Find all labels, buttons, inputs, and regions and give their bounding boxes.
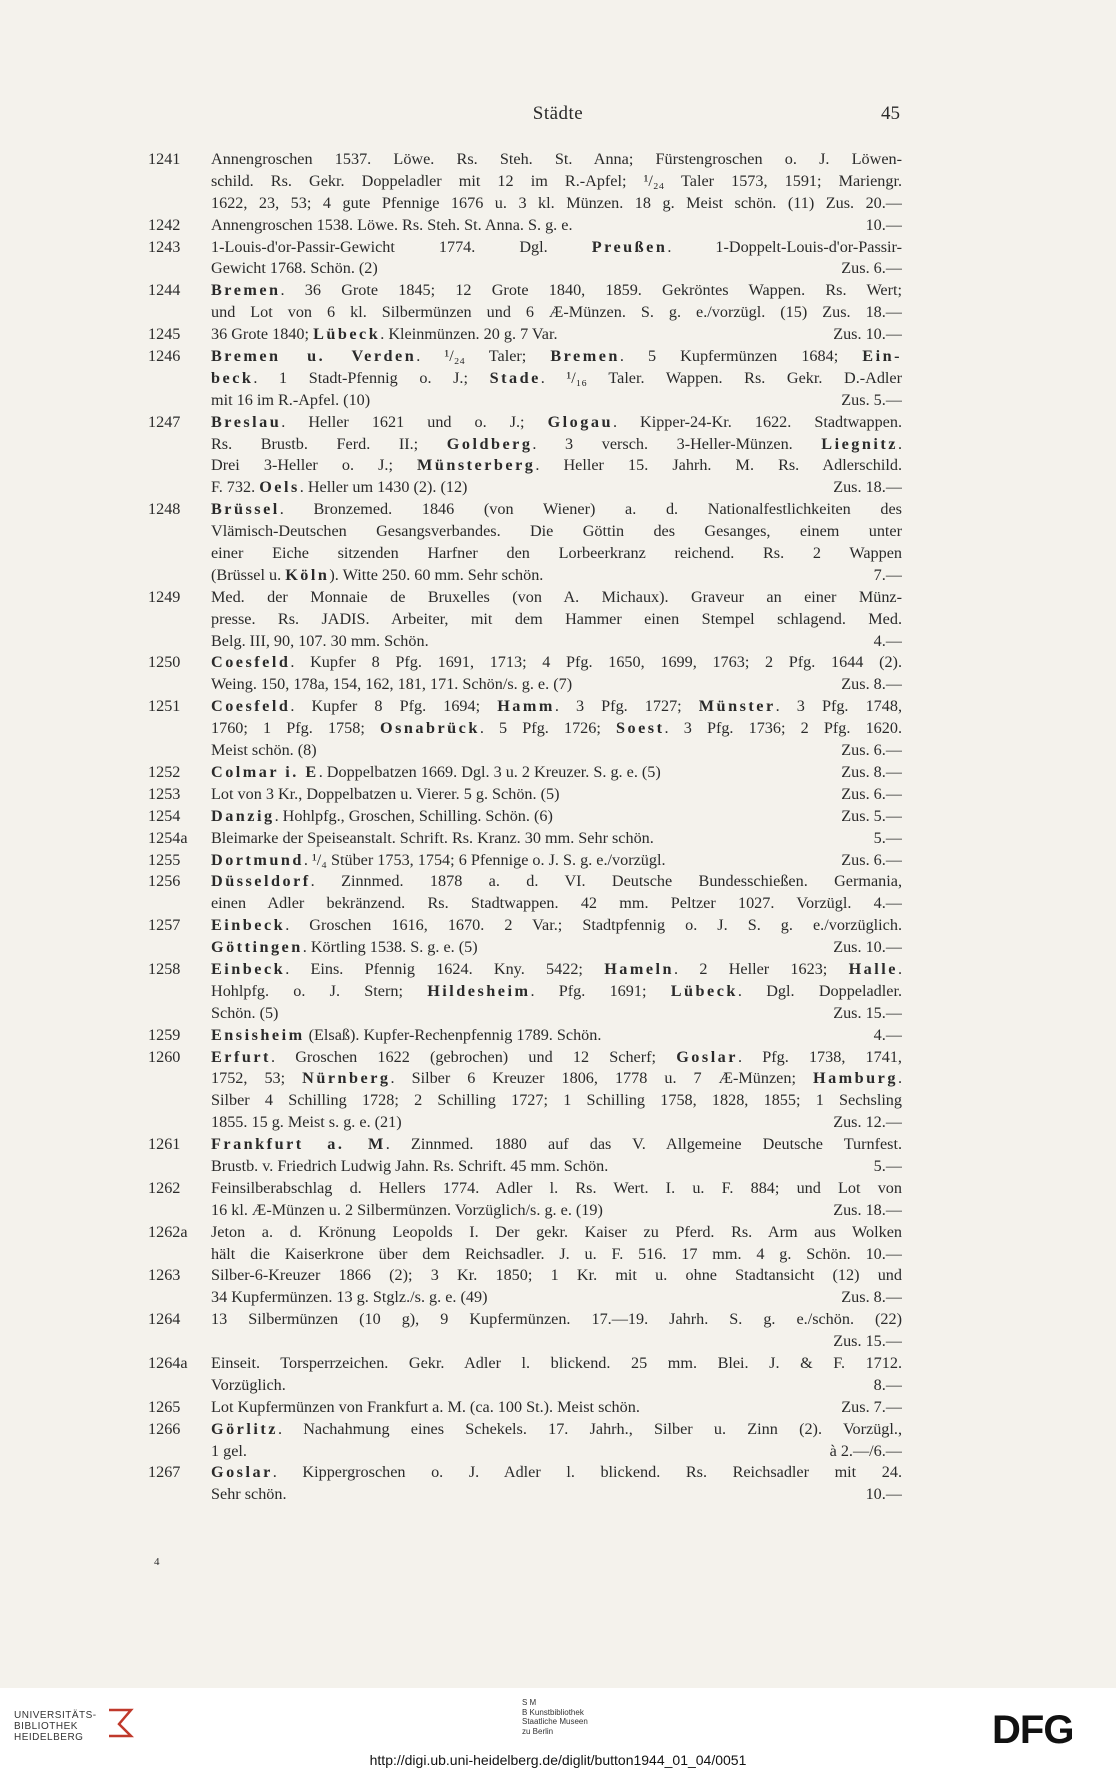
price: 5.— [873,828,902,847]
line-text: . Doppelbatzen 1669. Dgl. 3 u. 2 Kreuzer. S. g. e. (5) [318,762,661,781]
entry-line [211,477,902,499]
lot-number: 1253 [148,784,181,803]
line-text: einer Eiche sitzenden Harfner den Lorbeerkranz reichend. Rs. 2 Wappen [211,544,902,563]
line-text: . Kippergroschen o. J. Adler l. blickend. Rs. Reichsadler mit 24. [272,1463,902,1482]
entry-line [211,1178,902,1200]
line-text: . 2 Heller 1623; [674,959,849,978]
place-name: Ensisheim [211,1025,305,1044]
entry-line [211,740,902,762]
place-name: Brüssel [211,500,280,519]
price: 5.— [873,1156,902,1175]
entry-line [211,762,902,784]
library-line: BIBLIOTHEK [14,1721,78,1732]
catalogue-entry [0,1309,1116,1353]
museum-line: Staatliche Museen [522,1717,588,1726]
university-library-logo [14,1710,97,1743]
catalogue-entry [0,1178,1116,1222]
line-text: Annengroschen 1537. Löwe. Rs. Steh. St. Anna; Fürstengroschen o. J. Löwen- [211,150,902,168]
line-text: . Heller 1621 und o. J.; [281,412,548,431]
line-text: . 5 Kupfermünzen 1684; [619,347,863,366]
entry-line [211,1134,902,1156]
place-name: Köln [285,565,330,584]
entry-line [211,237,902,259]
line-text: Bleimarke der Speiseanstalt. Schrift. Rs. Kranz. 30 mm. Sehr schön. [211,828,654,847]
place-name: Goldberg [446,434,533,453]
line-text: Hohlpfg. o. J. Stern; [211,981,428,1000]
price: 4.— [873,631,902,650]
line-text: F. 732. [211,478,260,497]
line-text: . ¹/₂₄ Taler; [416,347,551,366]
place-name: Preußen [591,237,668,256]
price: 4.— [873,1025,902,1044]
price: Zus. 18.— [833,1200,902,1219]
entry-line [211,784,902,806]
lot-number: 1243 [148,237,181,256]
line-text: . Bronzemed. 1846 (von Wiener) a. d. Nationalfestlichkeiten des [279,500,902,519]
line-text: . Heller um 1430 (2). (12) [299,478,468,497]
entry-line [211,346,902,368]
catalogue-entry [0,1222,1116,1266]
catalogue-entry [0,828,1116,850]
entry-line [211,806,902,828]
catalogue-entry [0,871,1116,915]
catalogue-entry [0,1134,1116,1178]
price: Zus. 8.— [841,675,902,694]
lot-number: 1262a [148,1222,188,1241]
line-text: . 36 Grote 1845; 12 Grote 1840, 1859. Gekröntes Wappen. Rs. Wert; [280,281,902,300]
line-text: mit 16 im R.-Apfel. (10) [211,390,371,409]
price: Zus. 15.— [833,1003,902,1022]
catalogue-entry [0,959,1116,1025]
price: 8.— [873,1375,902,1394]
margin-mark: 4 [154,1556,160,1568]
lot-number: 1266 [148,1419,181,1438]
catalogue-entry [0,850,1116,872]
price: Zus. 8.— [841,762,902,781]
line-text: Lot Kupfermünzen von Frankfurt a. M. (ca. 100 St.). Meist schön. [211,1397,640,1416]
lot-number: 1242 [148,215,181,234]
entry-line [211,1287,902,1309]
price: Zus. 10.— [833,325,902,344]
place-name: Stade [489,368,541,387]
line-text: Brustb. v. Friedrich Ludwig Jahn. Rs. Schrift. 45 mm. Schön. [211,1156,609,1175]
catalogue-entry [0,1397,1116,1419]
price: Zus. 6.— [841,850,902,869]
museum-line: zu Berlin [522,1726,554,1736]
entry-line [211,149,902,171]
place-name: Frankfurt a. M [211,1135,386,1154]
catalogue-entry [0,149,1116,215]
entry-line [211,280,902,302]
lot-number: 1267 [148,1463,181,1482]
lot-number: 1256 [148,872,181,891]
place-name: Oels [259,478,300,497]
line-text: . Dgl. Doppeladler. [737,981,902,1000]
line-text: Belg. III, 90, 107. 30 mm. Schön. [211,631,429,650]
library-line: HEIDELBERG [14,1732,84,1743]
line-text: Weing. 150, 178a, 154, 162, 181, 171. Schön/s. g. e. (7) [211,675,573,694]
entry-line [211,1375,902,1397]
place-name: Soest [616,719,665,738]
line-text: Jeton a. d. Krönung Leopolds I. Der gekr. Kaiser zu Pferd. Rs. Arm aus Wolken [211,1222,902,1241]
price: Zus. 8.— [841,1288,902,1307]
entry-line [211,1441,902,1463]
entry-line [211,893,902,915]
entry-line [211,368,902,390]
lot-number: 1260 [148,1047,181,1066]
line-text: Drei 3-Heller o. J.; [211,456,418,475]
place-name: Bremen [211,281,281,300]
entry-line [211,1200,902,1222]
place-name: Hameln [604,959,675,978]
entry-line [211,587,902,609]
line-text: . 3 Pfg. 1748, [775,697,902,716]
place-name: Glogau [547,412,613,431]
lot-number: 1261 [148,1135,181,1154]
price: à 2.—/6.— [829,1441,902,1460]
line-text: . Kipper-24-Kr. 1622. Stadtwappen. [612,412,902,431]
line-text: . [897,434,902,453]
place-name: Lübeck [670,981,738,1000]
place-name: Coesfeld [211,653,291,672]
lot-number: 1254 [148,806,181,825]
line-text: . Zinnmed. 1880 auf das V. Allgemeine Deutsche Turnfest. [385,1135,902,1154]
catalogue-entry [0,587,1116,653]
line-text: . Körtling 1538. S. g. e. (5) [302,938,478,957]
line-text: 1622, 23, 53; 4 gute Pfennige 1676 u. 3 kl. Münzen. 18 g. Meist schön. (11) Zus. 20.— [211,193,902,212]
price: Zus. 10.— [833,938,902,957]
place-name: Hildesheim [427,981,531,1000]
place-name: Erfurt [211,1047,271,1066]
lot-number: 1263 [148,1266,181,1285]
place-name: Hamburg [812,1069,898,1088]
catalogue-entry [0,1047,1116,1135]
entry-line [211,1331,902,1353]
place-name: Göttingen [211,938,303,957]
entry-line [211,434,902,456]
entry-line [211,1484,902,1506]
lot-number: 1252 [148,762,181,781]
line-text: Med. der Monnaie de Bruxelles (von A. Michaux). Graveur an einer Münz- [211,587,902,606]
entry-line [211,1025,902,1047]
entry-line [211,1068,902,1090]
entry-line [211,258,902,280]
place-name: Bremen [550,347,620,366]
line-text: . Zinnmed. 1878 a. d. VI. Deutsche Bundesschießen. Germania, [310,872,902,891]
line-text: Silber 4 Schilling 1728; 2 Schilling 1727; 1 Schilling 1758, 1828, 1855; 1 Sechsling [211,1091,902,1110]
entry-line [211,1462,902,1484]
library-emblem-icon [105,1706,135,1740]
price: Zus. 6.— [841,259,902,278]
line-text: . ¹/₁₆ Taler. Wappen. Rs. Gekr. D.-Adler [540,368,902,387]
entry-line [211,1265,902,1287]
page-header [0,103,1116,129]
catalogue-entry [0,324,1116,346]
line-text: . Kupfer 8 Pfg. 1694; [290,697,498,716]
entry-line [211,1244,902,1266]
line-text: . Hohlpfg., Groschen, Schilling. Schön. (6) [274,806,553,825]
catalogue-entry [0,652,1116,696]
entry-line [211,652,902,674]
catalogue-entry [0,215,1116,237]
catalogue-entry [0,784,1116,806]
lot-number: 1265 [148,1397,181,1416]
entry-line [211,718,902,740]
entry-line [211,499,902,521]
line-text: Einseit. Torsperrzeichen. Gekr. Adler l. blickend. 25 mm. Blei. J. & F. 1712. [211,1353,902,1372]
entry-line [211,302,902,324]
entry-line [211,193,902,215]
line-text: Feinsilberabschlag d. Hellers 1774. Adler l. Rs. Wert. I. u. F. 884; und Lot von [211,1178,902,1197]
entry-line [211,455,902,477]
lot-number: 1246 [148,347,181,366]
lot-number: 1264 [148,1310,181,1329]
page-number: 45 [881,103,900,124]
entry-line [211,674,902,696]
place-name: beck [211,368,254,387]
museum-credit [522,1698,588,1736]
place-name: Lübeck [313,325,381,344]
entry-line [211,1156,902,1178]
lot-number: 1248 [148,500,181,519]
line-text: Silber-6-Kreuzer 1866 (2); 3 Kr. 1850; 1 Kr. mit u. ohne Stadtansicht (12) und [211,1266,902,1285]
catalogue-entry [0,1462,1116,1506]
lot-number: 1257 [148,916,181,935]
catalogue-entry [0,1025,1116,1047]
price: Zus. 5.— [841,390,902,409]
entry-line [211,324,902,346]
lot-number: 1250 [148,653,181,672]
lot-number: 1247 [148,412,181,431]
line-text: ). Witte 250. 60 mm. Sehr schön. [329,565,544,584]
line-text: 1855. 15 g. Meist s. g. e. (21) [211,1113,402,1132]
entry-line [211,609,902,631]
line-text: 34 Kupfermünzen. 13 g. Stglz./s. g. e. (49) [211,1288,488,1307]
line-text: Rs. Brustb. Ferd. II.; [211,434,447,453]
place-name: Nürnberg [302,1069,391,1088]
library-line: UNIVERSITÄTS- [14,1710,97,1721]
lot-number: 1251 [148,697,181,716]
line-text: 1-Louis-d'or-Passir-Gewicht 1774. Dgl. [211,237,592,256]
entry-line [211,937,902,959]
line-text: . Groschen 1616, 1670. 2 Var.; Stadtpfennig o. J. S. g. e./vorzüglich. [285,916,902,935]
lot-number: 1245 [148,325,181,344]
place-name: Dortmund [211,850,304,869]
line-text: 1 gel. [211,1441,247,1460]
entry-line [211,828,902,850]
price: Zus. 18.— [833,478,902,497]
entry-line [211,959,902,981]
catalogue-entry [0,806,1116,828]
entry-line [211,1090,902,1112]
line-text: 36 Grote 1840; [211,325,314,344]
line-text: . 3 Pfg. 1736; 2 Pfg. 1620. [664,719,902,738]
catalogue-entry [0,1419,1116,1463]
entry-line [211,1222,902,1244]
catalogue-entries [0,149,1116,1506]
entry-line [211,543,902,565]
entry-line [211,390,902,412]
price: 10.— [865,1485,902,1504]
price: 7.— [873,565,902,584]
place-name: Osnabrück [379,719,480,738]
line-text: . Groschen 1622 (gebrochen) und 12 Scherf; [270,1047,677,1066]
lot-number: 1254a [148,828,188,847]
place-name: Colmar i. E [211,762,319,781]
entry-line [211,1309,902,1331]
lot-number: 1249 [148,587,181,606]
lot-number: 1264a [148,1353,188,1372]
line-text: . 1 Stadt-Pfennig o. J.; [253,368,490,387]
line-text: . Heller 15. Jahrh. M. Rs. Adlerschild. [535,456,902,475]
museum-line: S M [522,1698,537,1707]
line-text: . Eins. Pfennig 1624. Kny. 5422; [285,959,605,978]
place-name: Ein- [862,347,902,366]
place-name: Coesfeld [211,697,291,716]
line-text: . [897,959,902,978]
price: 10.— [865,215,902,234]
place-name: Goslar [676,1047,738,1066]
catalogue-entry [0,346,1116,412]
price: Zus. 12.— [833,1113,902,1132]
line-text: 1760; 1 Pfg. 1758; [211,719,380,738]
catalogue-entry [0,696,1116,762]
entry-line [211,631,902,653]
entry-line [211,1419,902,1441]
price: Zus. 6.— [841,784,902,803]
line-text: presse. Rs. JADIS. Arbeiter, mit dem Hammer einen Stempel schlagend. Med. [211,609,902,628]
line-text: . 3 Pfg. 1727; [554,697,699,716]
line-text: Meist schön. (8) [211,741,317,760]
place-name: Münsterberg [417,456,536,475]
lot-number: 1255 [148,850,181,869]
line-text: . Nachahmung eines Schekels. 17. Jahrh., Silber u. Zinn (2). Vorzügl., [277,1419,902,1438]
museum-line: B Kunstbibliothek [522,1707,584,1717]
line-text: (Elsaß). Kupfer-Rechenpfennig 1789. Schön. [304,1025,602,1044]
line-text: . 3 versch. 3-Heller-Münzen. [532,434,822,453]
entry-line [211,171,902,193]
line-text: Lot von 3 Kr., Doppelbatzen u. Vierer. 5 g. Schön. (5) [211,784,560,803]
line-text: Gewicht 1768. Schön. (2) [211,259,378,278]
place-name: Goslar [211,1463,273,1482]
lot-number: 1259 [148,1025,181,1044]
entry-line [211,915,902,937]
entry-line [211,981,902,1003]
line-text: schild. Rs. Gekr. Doppeladler mit 12 im R.-Apfel; ¹/₂₄ Taler 1573, 1591; Mariengr. [211,171,902,190]
line-text: 1752, 53; [211,1069,303,1088]
entry-line [211,565,902,587]
line-text: und Lot von 6 kl. Silbermünzen und 6 Æ-Münzen. S. g. e./vorzügl. (15) Zus. 18.— [211,303,902,322]
entry-line [211,521,902,543]
line-text: . 5 Pfg. 1726; [479,719,617,738]
line-text: Vlämisch-Deutschen Gesangsverbandes. Die Göttin des Gesanges, einem unter [211,522,902,541]
catalogue-entry [0,1353,1116,1397]
source-url[interactable]: http://digi.ub.uni-heidelberg.de/diglit/button1944_01_04/0051 [369,1752,747,1768]
catalogue-entry [0,280,1116,324]
entry-line [211,215,902,237]
line-text: . Pfg. 1738, 1741, [737,1047,902,1066]
entry-line [211,696,902,718]
catalogue-entry [0,915,1116,959]
line-text: 16 kl. Æ-Münzen u. 2 Silbermünzen. Vorzüglich/s. g. e. (19) [211,1200,603,1219]
place-name: Danzig [211,806,275,825]
place-name: Einbeck [211,916,286,935]
entry-line [211,1112,902,1134]
place-name: Breslau [211,412,282,431]
line-text: . [897,1069,902,1088]
place-name: Bremen u. Verden [211,347,417,366]
line-text: . ¹/₄ Stüber 1753, 1754; 6 Pfennige o. J. S. g. e./vorzügl. [303,850,666,869]
place-name: Görlitz [211,1419,278,1438]
line-text: . Kupfer 8 Pfg. 1691, 1713; 4 Pfg. 1650, 1699, 1763; 2 Pfg. 1644 (2). [290,653,902,672]
page-title: Städte [532,103,584,124]
catalogue-entry [0,237,1116,281]
entry-line [211,1047,902,1069]
catalogue-entry [0,762,1116,784]
place-name: Münster [698,697,776,716]
line-text: . 1-Doppelt-Louis-d'or-Passir- [667,237,902,256]
place-name: Einbeck [211,959,286,978]
catalogue-entry [0,412,1116,500]
lot-number: 1262 [148,1178,181,1197]
line-text: Sehr schön. [211,1485,287,1504]
footer [0,1688,1116,1772]
lot-number: 1241 [148,150,181,168]
price: Zus. 6.— [841,741,902,760]
entry-line [211,1353,902,1375]
line-text: Schön. (5) [211,1003,279,1022]
price: Zus. 5.— [841,806,902,825]
line-text: hält die Kaiserkrone über dem Reichsadler. J. u. F. 516. 17 mm. 4 g. Schön. 10.— [211,1244,902,1263]
place-name: Liegnitz [821,434,898,453]
entry-line [211,871,902,893]
line-text: einen Adler bekränzend. Rs. Stadtwappen. 42 mm. Peltzer 1027. Vorzügl. 4.— [211,894,902,913]
lot-number: 1244 [148,281,181,300]
line-text: Zus. 15.— [833,1332,902,1351]
dfg-logo: DFG [992,1708,1074,1752]
line-text: . Pfg. 1691; [530,981,671,1000]
place-name: Hamm [497,697,555,716]
entry-line [211,1397,902,1419]
line-text: 13 Silbermünzen (10 g), 9 Kupfermünzen. 17.—19. Jahrh. S. g. e./schön. (22) [211,1310,902,1329]
line-text: Annengroschen 1538. Löwe. Rs. Steh. St. Anna. S. g. e. [211,215,573,234]
entry-line [211,412,902,434]
entry-line [211,850,902,872]
place-name: Halle [848,959,898,978]
entry-line [211,1003,902,1025]
line-text: (Brüssel u. [211,565,286,584]
line-text: . Kleinmünzen. 20 g. 7 Var. [380,325,558,344]
lot-number: 1258 [148,959,181,978]
catalogue-entry [0,499,1116,587]
price: Zus. 7.— [841,1397,902,1416]
catalogue-entry [0,1265,1116,1309]
line-text: . Silber 6 Kreuzer 1806, 1778 u. 7 Æ-Münzen; [390,1069,813,1088]
place-name: Düsseldorf [211,872,311,891]
line-text: Vorzüglich. [211,1375,286,1394]
